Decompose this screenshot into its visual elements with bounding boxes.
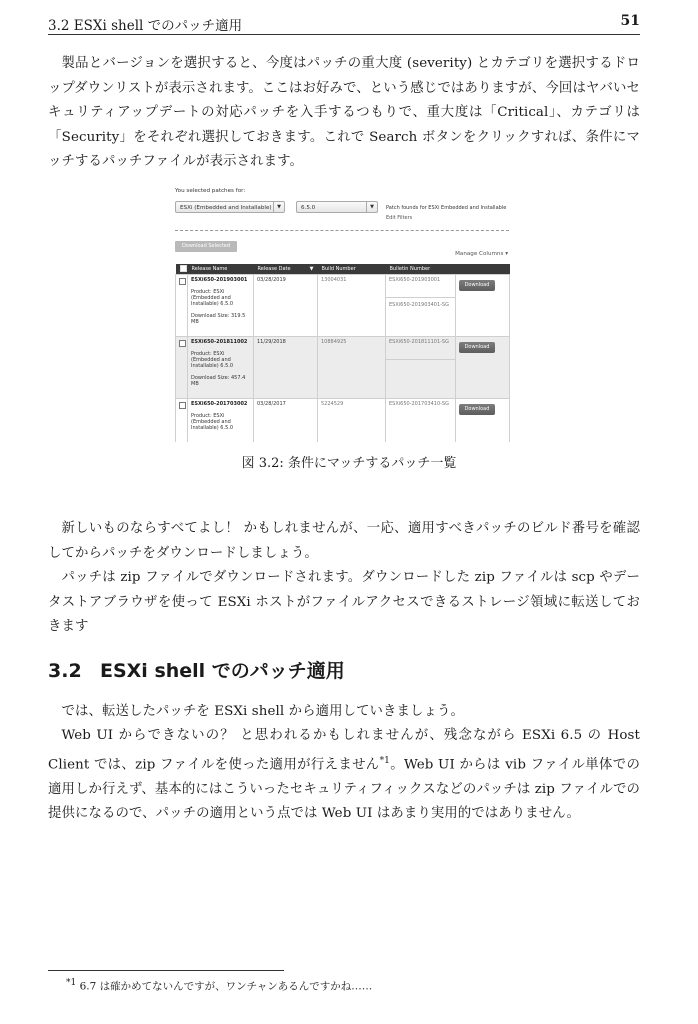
section-title: ESXi shell でのパッチ適用 (100, 660, 345, 682)
section-number: 3.2 (48, 660, 82, 682)
action-cell (456, 275, 510, 337)
build-number: 10884925 (318, 337, 386, 399)
manage-columns-label: Manage Columns (455, 251, 504, 257)
bulletin-number: ESXi650-201903001 (389, 277, 441, 283)
footnote (66, 978, 372, 994)
row-checkbox-cell[interactable] (176, 399, 188, 443)
row-checkbox[interactable] (179, 278, 186, 285)
release-name-cell (188, 275, 254, 337)
patch-table (175, 264, 510, 442)
product-info: Product: ESXi (Embedded and Installable) 6.5.0 (191, 351, 234, 369)
header-section-title: 3.2 ESXi shell でのパッチ適用 (48, 18, 243, 34)
product-select-value: ESXi (Embedded and Installable) (180, 205, 272, 211)
bulletin-number: ESXi650-201903401-SG (386, 297, 455, 322)
build-number: 5224529 (318, 399, 386, 443)
row-checkbox-cell[interactable] (176, 337, 188, 399)
paragraph-4: では、転送したパッチを ESXi shell から適用していきましょう。 (61, 704, 464, 719)
sort-down-icon: ▼ (309, 266, 314, 272)
bulletin-number: ESXi650-201703410-SG (389, 401, 449, 407)
selected-patches-label: You selected patches for: (175, 188, 246, 194)
footnote-ref[interactable]: *1 (379, 755, 390, 766)
table-row (176, 337, 510, 399)
table-row (176, 275, 510, 337)
table-row (176, 399, 510, 443)
release-date: 03/28/2019 (254, 275, 318, 337)
paragraph-3: パッチは zip ファイルでダウンロードされます。ダウンロードした zip ファイルは scp やデータストアブラウザを使って ESXi ホストがファイルアクセスできるストレージ領域に転送しておきます (48, 570, 640, 635)
column-header-release-name[interactable]: Release Name (188, 264, 254, 275)
footnote-mark: *1 (66, 978, 77, 988)
version-select[interactable] (296, 201, 378, 213)
release-name-cell (188, 399, 254, 443)
download-button[interactable]: Download (459, 404, 495, 415)
bulletin-number-cell (386, 275, 456, 337)
patch-found-note: Patch founds for ESXi Embedded and Installable (386, 205, 507, 211)
bulletin-number: ESXi650-201811101-SG (389, 339, 449, 345)
release-name: ESXi650-201903001 (191, 277, 248, 283)
manage-columns-menu[interactable] (455, 251, 508, 257)
running-header (48, 12, 640, 35)
footnote-rule (48, 970, 284, 971)
action-cell (456, 399, 510, 443)
footnote-text: 6.7 は確かめてないんですが、ワンチャンあるんですかね…… (79, 980, 373, 993)
build-number: 13004031 (318, 275, 386, 337)
row-checkbox[interactable] (179, 340, 186, 347)
release-date: 11/29/2018 (254, 337, 318, 399)
paragraph-5 (48, 724, 640, 827)
version-select-value: 6.5.0 (301, 205, 316, 211)
edit-filters-link[interactable]: Edit Filters (386, 215, 413, 221)
caret-down-icon: ▾ (505, 251, 508, 257)
column-header-actions (456, 264, 510, 275)
release-name: ESXi650-201703002 (191, 401, 248, 407)
page-number: 51 (620, 13, 640, 29)
column-header-build-number[interactable]: Build Number (318, 264, 386, 275)
row-checkbox[interactable] (179, 402, 186, 409)
release-name: ESXi650-201811002 (191, 339, 248, 345)
release-date: 03/28/2017 (254, 399, 318, 443)
bulletin-number-cell (386, 399, 456, 443)
product-info: Product: ESXi (Embedded and Installable) 6.5.0 (191, 413, 234, 431)
download-size: Download Size: 319.5 MB (191, 313, 246, 325)
paragraph-2: 新しいものならすべてよし！ かもしれませんが、一応、適用すべきパッチのビルド番号を確認してからパッチをダウンロードしましょう。 (48, 521, 640, 561)
column-header-bulletin-number[interactable]: Bulletin Number (386, 264, 456, 275)
download-button[interactable]: Download (459, 342, 495, 353)
patch-search-screenshot (172, 184, 512, 442)
paragraph-1: 製品とバージョンを選択すると、今度はパッチの重大度 (severity) とカテゴリを選択するドロップダウンリストが表示されます。ここはお好みで、という感じではありますが、今回はヤバいセキュリティアップデートの対応パッチを入手するつもりで、重大度は「Critical」、カテゴリは「Security」をそれぞれ選択しておきます。これで Search ボタンをクリックすれば、条件にマッチするパッチファイルが表示されます。 (48, 56, 640, 170)
download-button[interactable]: Download (459, 280, 495, 291)
product-info: Product: ESXi (Embedded and Installable) 6.5.0 (191, 289, 234, 307)
chevron-down-icon: ▼ (273, 202, 284, 212)
chevron-down-icon: ▼ (366, 202, 377, 212)
figure-caption: 図 3.2: 条件にマッチするパッチ一覧 (241, 456, 457, 471)
bulletin-number-cell (386, 337, 456, 399)
product-select[interactable] (175, 201, 285, 213)
select-all-cell[interactable] (176, 264, 188, 275)
select-all-checkbox[interactable] (180, 265, 187, 272)
action-cell (456, 337, 510, 399)
download-size: Download Size: 457.4 MB (191, 375, 246, 387)
divider (175, 230, 509, 231)
column-header-release-date[interactable]: Release Date ▼ (254, 264, 318, 275)
download-selected-button[interactable]: Download Selected (175, 241, 237, 252)
paragraph-5-text: Web UI からできないの？ と思われるかもしれませんが、残念ながら ESXi 6.5 の Host Client では、zip ファイルを使った適用が行えません (48, 728, 640, 773)
row-checkbox-cell[interactable] (176, 275, 188, 337)
paragraph-5-text-cont: 。Web UI からは vib ファイル単体での適用しか行えず、基本的にはこういったセキュリティフィックスなどのパッチは zip ファイルでの提供になるので、パッチの適用という点では Web UI はあまり実用的ではありません。 (48, 757, 640, 822)
bulletin-number (386, 359, 455, 384)
table-header-row (176, 264, 510, 275)
release-name-cell (188, 337, 254, 399)
section-heading (48, 656, 345, 683)
